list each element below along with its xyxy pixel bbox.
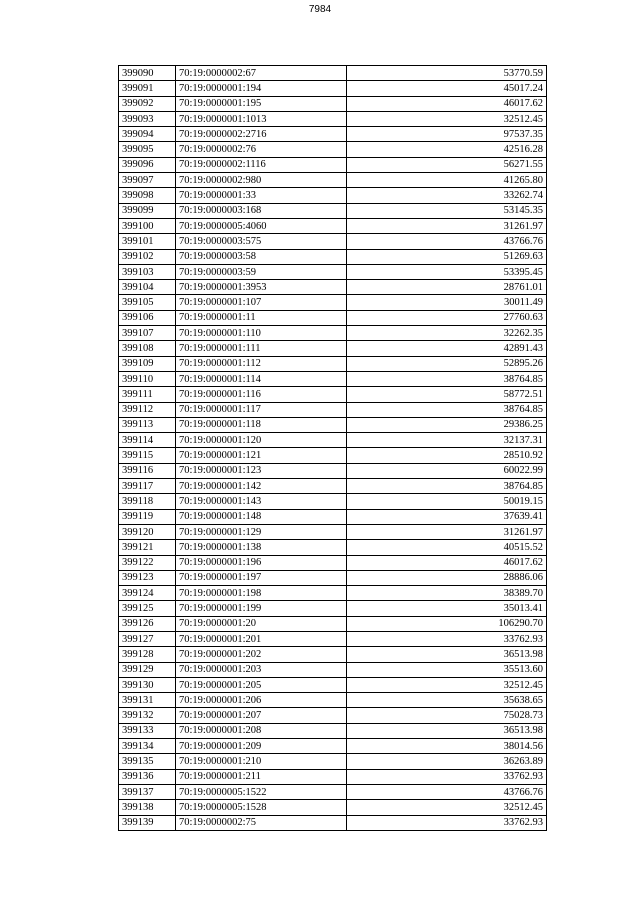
value-cell: 38014.56: [347, 739, 547, 754]
table-row: [119, 677, 547, 692]
cadastral-number-cell: 70:19:0000001:118: [176, 417, 347, 432]
value-cell: 36513.98: [347, 723, 547, 738]
cadastral-number-cell: 70:19:0000002:75: [176, 815, 347, 830]
value-cell: 56271.55: [347, 157, 547, 172]
cadastral-number-cell: 70:19:0000001:201: [176, 631, 347, 646]
table-row: [119, 754, 547, 769]
value-cell: 36513.98: [347, 647, 547, 662]
row-number-cell: 399101: [119, 234, 176, 249]
row-number-cell: 399099: [119, 203, 176, 218]
cadastral-number-cell: 70:19:0000003:59: [176, 264, 347, 279]
value-cell: 28510.92: [347, 448, 547, 463]
table-row: [119, 631, 547, 646]
cadastral-number-cell: 70:19:0000001:198: [176, 586, 347, 601]
cadastral-number-cell: 70:19:0000002:76: [176, 142, 347, 157]
table-row: [119, 739, 547, 754]
row-number-cell: 399130: [119, 677, 176, 692]
row-number-cell: 399092: [119, 96, 176, 111]
value-cell: 58772.51: [347, 387, 547, 402]
cadastral-number-cell: 70:19:0000001:123: [176, 463, 347, 478]
row-number-cell: 399090: [119, 66, 176, 81]
registry-table-body: [119, 66, 547, 831]
table-row: [119, 218, 547, 233]
row-number-cell: 399111: [119, 387, 176, 402]
table-row: [119, 662, 547, 677]
row-number-cell: 399134: [119, 739, 176, 754]
table-row: [119, 708, 547, 723]
table-row: [119, 616, 547, 631]
row-number-cell: 399139: [119, 815, 176, 830]
row-number-cell: 399122: [119, 555, 176, 570]
row-number-cell: 399096: [119, 157, 176, 172]
value-cell: 38389.70: [347, 586, 547, 601]
value-cell: 43766.76: [347, 784, 547, 799]
value-cell: 28761.01: [347, 280, 547, 295]
value-cell: 30011.49: [347, 295, 547, 310]
value-cell: 46017.62: [347, 555, 547, 570]
row-number-cell: 399135: [119, 754, 176, 769]
value-cell: 97537.35: [347, 127, 547, 142]
cadastral-number-cell: 70:19:0000001:129: [176, 524, 347, 539]
table-row: [119, 188, 547, 203]
cadastral-number-cell: 70:19:0000001:203: [176, 662, 347, 677]
table-row: [119, 157, 547, 172]
row-number-cell: 399129: [119, 662, 176, 677]
page-number: 7984: [308, 4, 332, 15]
cadastral-number-cell: 70:19:0000001:208: [176, 723, 347, 738]
cadastral-number-cell: 70:19:0000001:211: [176, 769, 347, 784]
cadastral-number-cell: 70:19:0000001:117: [176, 402, 347, 417]
row-number-cell: 399105: [119, 295, 176, 310]
table-row: [119, 66, 547, 81]
cadastral-number-cell: 70:19:0000001:210: [176, 754, 347, 769]
row-number-cell: 399115: [119, 448, 176, 463]
cadastral-number-cell: 70:19:0000001:33: [176, 188, 347, 203]
cadastral-number-cell: 70:19:0000001:11: [176, 310, 347, 325]
row-number-cell: 399107: [119, 326, 176, 341]
table-row: [119, 310, 547, 325]
row-number-cell: 399098: [119, 188, 176, 203]
registry-table: [118, 65, 547, 831]
value-cell: 52895.26: [347, 356, 547, 371]
row-number-cell: 399132: [119, 708, 176, 723]
cadastral-number-cell: 70:19:0000001:110: [176, 326, 347, 341]
value-cell: 35638.65: [347, 693, 547, 708]
table-row: [119, 371, 547, 386]
cadastral-number-cell: 70:19:0000001:196: [176, 555, 347, 570]
row-number-cell: 399138: [119, 800, 176, 815]
row-number-cell: 399109: [119, 356, 176, 371]
value-cell: 35013.41: [347, 601, 547, 616]
value-cell: 45017.24: [347, 81, 547, 96]
value-cell: 32262.35: [347, 326, 547, 341]
value-cell: 32512.45: [347, 111, 547, 126]
cadastral-number-cell: 70:19:0000001:116: [176, 387, 347, 402]
value-cell: 38764.85: [347, 479, 547, 494]
table-row: [119, 509, 547, 524]
row-number-cell: 399131: [119, 693, 176, 708]
value-cell: 46017.62: [347, 96, 547, 111]
value-cell: 50019.15: [347, 494, 547, 509]
cadastral-number-cell: 70:19:0000002:67: [176, 66, 347, 81]
cadastral-number-cell: 70:19:0000001:194: [176, 81, 347, 96]
table-row: [119, 402, 547, 417]
row-number-cell: 399119: [119, 509, 176, 524]
cadastral-number-cell: 70:19:0000001:1013: [176, 111, 347, 126]
table-row: [119, 647, 547, 662]
value-cell: 36263.89: [347, 754, 547, 769]
row-number-cell: 399117: [119, 479, 176, 494]
row-number-cell: 399102: [119, 249, 176, 264]
cadastral-number-cell: 70:19:0000001:20: [176, 616, 347, 631]
row-number-cell: 399120: [119, 524, 176, 539]
table-row: [119, 111, 547, 126]
row-number-cell: 399093: [119, 111, 176, 126]
table-row: [119, 723, 547, 738]
cadastral-number-cell: 70:19:0000001:107: [176, 295, 347, 310]
table-row: [119, 96, 547, 111]
cadastral-number-cell: 70:19:0000001:195: [176, 96, 347, 111]
cadastral-number-cell: 70:19:0000001:143: [176, 494, 347, 509]
cadastral-number-cell: 70:19:0000001:114: [176, 371, 347, 386]
table-row: [119, 800, 547, 815]
cadastral-number-cell: 70:19:0000001:112: [176, 356, 347, 371]
row-number-cell: 399121: [119, 540, 176, 555]
value-cell: 33762.93: [347, 815, 547, 830]
value-cell: 106290.70: [347, 616, 547, 631]
cadastral-number-cell: 70:19:0000002:980: [176, 173, 347, 188]
row-number-cell: 399124: [119, 586, 176, 601]
table-row: [119, 463, 547, 478]
value-cell: 40515.52: [347, 540, 547, 555]
row-number-cell: 399133: [119, 723, 176, 738]
value-cell: 42516.28: [347, 142, 547, 157]
row-number-cell: 399123: [119, 570, 176, 585]
value-cell: 27760.63: [347, 310, 547, 325]
table-row: [119, 586, 547, 601]
table-row: [119, 769, 547, 784]
row-number-cell: 399136: [119, 769, 176, 784]
value-cell: 38764.85: [347, 402, 547, 417]
value-cell: 35513.60: [347, 662, 547, 677]
value-cell: 60022.99: [347, 463, 547, 478]
row-number-cell: 399116: [119, 463, 176, 478]
table-row: [119, 540, 547, 555]
table-row: [119, 601, 547, 616]
value-cell: 53770.59: [347, 66, 547, 81]
table-row: [119, 341, 547, 356]
cadastral-number-cell: 70:19:0000001:209: [176, 739, 347, 754]
cadastral-number-cell: 70:19:0000001:142: [176, 479, 347, 494]
row-number-cell: 399094: [119, 127, 176, 142]
row-number-cell: 399091: [119, 81, 176, 96]
cadastral-number-cell: 70:19:0000001:197: [176, 570, 347, 585]
cadastral-number-cell: 70:19:0000005:4060: [176, 218, 347, 233]
table-row: [119, 784, 547, 799]
cadastral-number-cell: 70:19:0000001:206: [176, 693, 347, 708]
table-row: [119, 417, 547, 432]
cadastral-number-cell: 70:19:0000001:205: [176, 677, 347, 692]
row-number-cell: 399110: [119, 371, 176, 386]
value-cell: 33762.93: [347, 631, 547, 646]
row-number-cell: 399118: [119, 494, 176, 509]
value-cell: 51269.63: [347, 249, 547, 264]
cadastral-number-cell: 70:19:0000001:3953: [176, 280, 347, 295]
table-row: [119, 387, 547, 402]
cadastral-number-cell: 70:19:0000001:199: [176, 601, 347, 616]
cadastral-number-cell: 70:19:0000001:120: [176, 433, 347, 448]
row-number-cell: 399126: [119, 616, 176, 631]
value-cell: 75028.73: [347, 708, 547, 723]
table-row: [119, 81, 547, 96]
row-number-cell: 399097: [119, 173, 176, 188]
row-number-cell: 399106: [119, 310, 176, 325]
value-cell: 32512.45: [347, 800, 547, 815]
row-number-cell: 399127: [119, 631, 176, 646]
table-row: [119, 479, 547, 494]
cadastral-number-cell: 70:19:0000003:575: [176, 234, 347, 249]
table-row: [119, 142, 547, 157]
table-row: [119, 264, 547, 279]
table-row: [119, 203, 547, 218]
value-cell: 32512.45: [347, 677, 547, 692]
table-row: [119, 433, 547, 448]
row-number-cell: 399114: [119, 433, 176, 448]
cadastral-number-cell: 70:19:0000002:1116: [176, 157, 347, 172]
value-cell: 37639.41: [347, 509, 547, 524]
row-number-cell: 399128: [119, 647, 176, 662]
table-row: [119, 693, 547, 708]
table-row: [119, 295, 547, 310]
value-cell: 42891.43: [347, 341, 547, 356]
cadastral-number-cell: 70:19:0000002:2716: [176, 127, 347, 142]
table-row: [119, 326, 547, 341]
table-row: [119, 815, 547, 830]
cadastral-number-cell: 70:19:0000003:168: [176, 203, 347, 218]
value-cell: 41265.80: [347, 173, 547, 188]
table-row: [119, 524, 547, 539]
table-row: [119, 173, 547, 188]
row-number-cell: 399113: [119, 417, 176, 432]
cadastral-number-cell: 70:19:0000001:207: [176, 708, 347, 723]
value-cell: 31261.97: [347, 524, 547, 539]
value-cell: 32137.31: [347, 433, 547, 448]
value-cell: 29386.25: [347, 417, 547, 432]
row-number-cell: 399112: [119, 402, 176, 417]
value-cell: 38764.85: [347, 371, 547, 386]
cadastral-number-cell: 70:19:0000001:121: [176, 448, 347, 463]
row-number-cell: 399100: [119, 218, 176, 233]
cadastral-number-cell: 70:19:0000001:202: [176, 647, 347, 662]
table-row: [119, 127, 547, 142]
row-number-cell: 399104: [119, 280, 176, 295]
row-number-cell: 399137: [119, 784, 176, 799]
table-row: [119, 234, 547, 249]
cadastral-number-cell: 70:19:0000001:138: [176, 540, 347, 555]
cadastral-number-cell: 70:19:0000001:111: [176, 341, 347, 356]
value-cell: 33262.74: [347, 188, 547, 203]
value-cell: 53395.45: [347, 264, 547, 279]
cadastral-number-cell: 70:19:0000001:148: [176, 509, 347, 524]
cadastral-number-cell: 70:19:0000005:1528: [176, 800, 347, 815]
table-row: [119, 249, 547, 264]
row-number-cell: 399125: [119, 601, 176, 616]
row-number-cell: 399108: [119, 341, 176, 356]
value-cell: 33762.93: [347, 769, 547, 784]
table-row: [119, 280, 547, 295]
table-row: [119, 494, 547, 509]
value-cell: 43766.76: [347, 234, 547, 249]
cadastral-number-cell: 70:19:0000003:58: [176, 249, 347, 264]
table-row: [119, 356, 547, 371]
row-number-cell: 399095: [119, 142, 176, 157]
value-cell: 31261.97: [347, 218, 547, 233]
value-cell: 53145.35: [347, 203, 547, 218]
cadastral-number-cell: 70:19:0000005:1522: [176, 784, 347, 799]
row-number-cell: 399103: [119, 264, 176, 279]
table-row: [119, 570, 547, 585]
table-row: [119, 448, 547, 463]
value-cell: 28886.06: [347, 570, 547, 585]
table-row: [119, 555, 547, 570]
